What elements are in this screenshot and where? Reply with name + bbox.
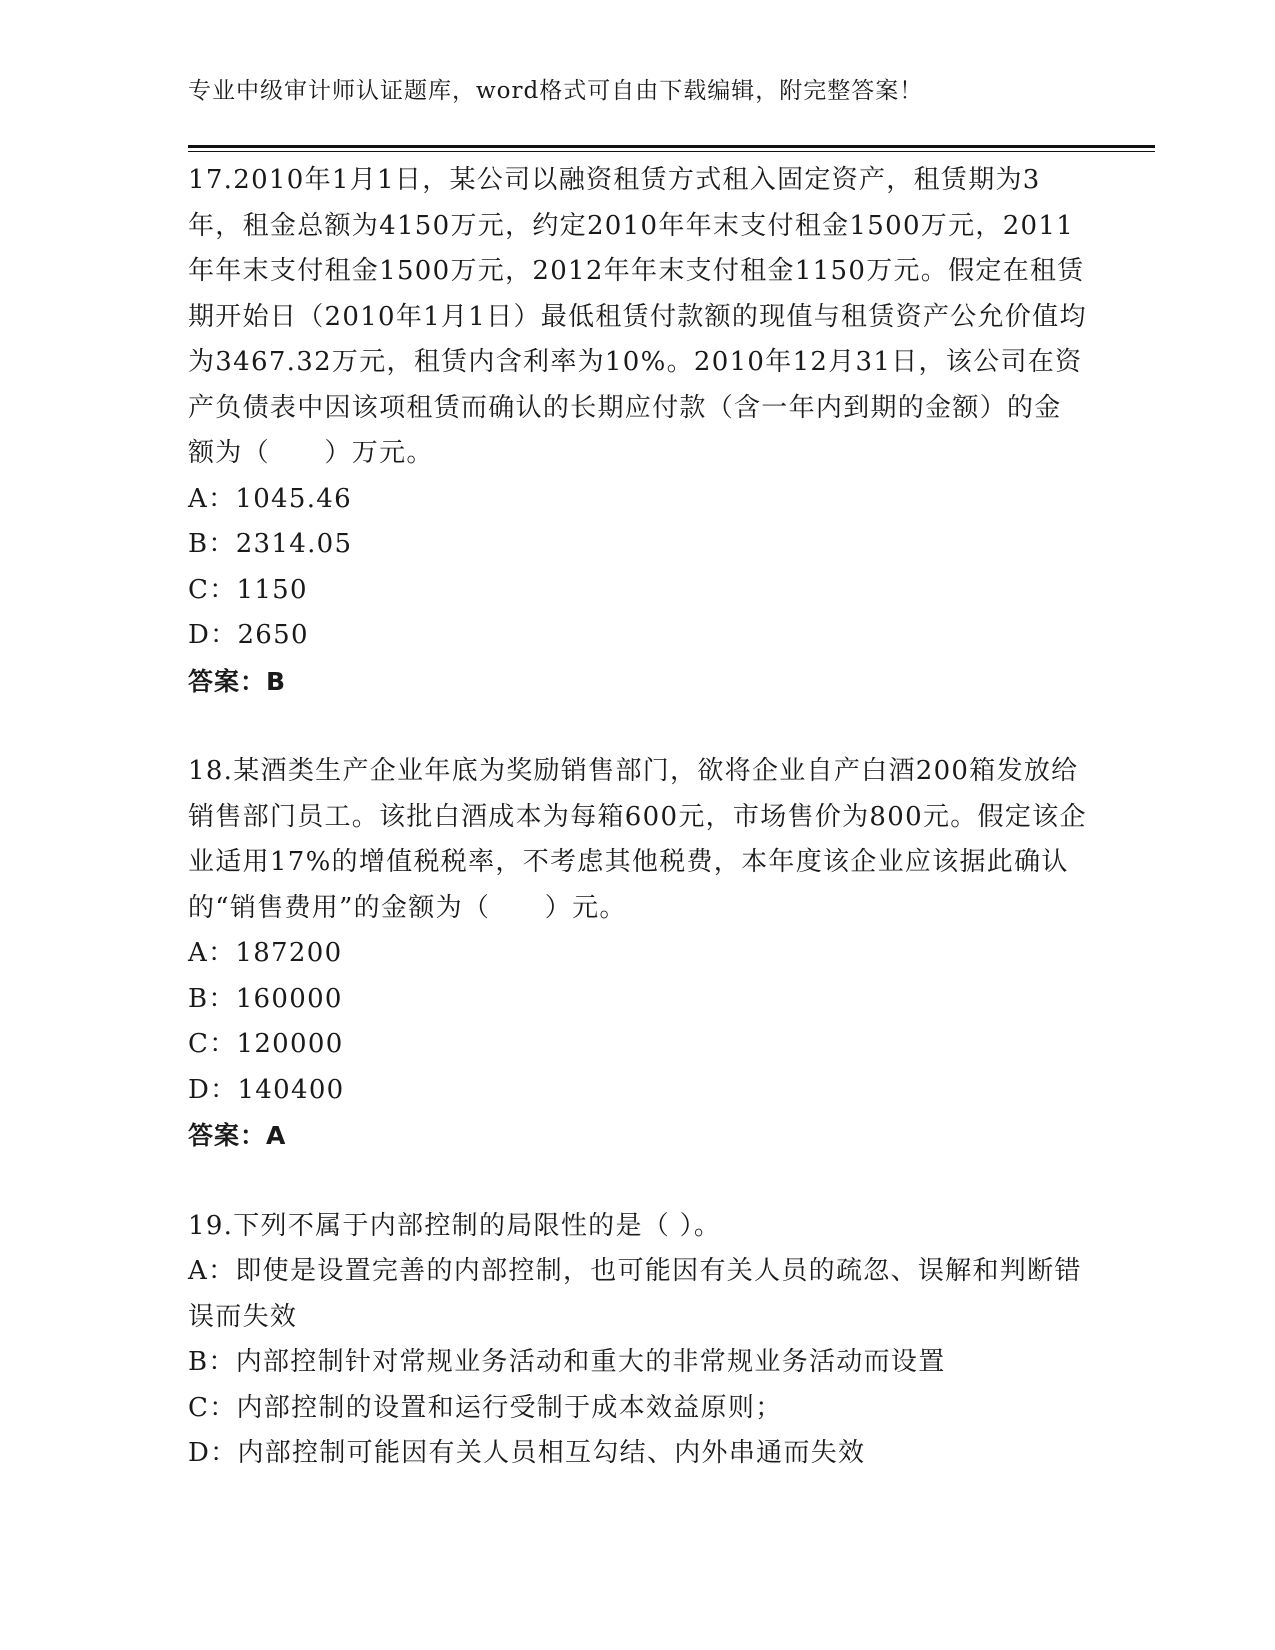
option-a: A：1045.46 — [188, 483, 352, 514]
option-a: A：即使是设置完善的内部控制，也可能因有关人员的疏忽、误解和判断错误而失效 — [188, 1256, 1082, 1332]
spacer — [188, 704, 1088, 749]
answer-label: 答案：A — [188, 1121, 287, 1150]
option-d: D：2650 — [188, 620, 309, 650]
question-17 — [188, 158, 1088, 704]
option-d: D：内部控制可能因有关人员相互勾结、内外串通而失效 — [188, 1438, 866, 1468]
answer-label: 答案：B — [188, 666, 287, 696]
option-a: A：187200 — [188, 938, 343, 968]
page-header: 专业中级审计师认证题库，word格式可自由下载编辑，附完整答案！ — [188, 78, 924, 104]
header-rule-thick — [188, 145, 1155, 148]
question-18 — [188, 749, 1088, 1159]
option-b: B：2314.05 — [188, 529, 353, 559]
header-rule-thin — [188, 151, 1155, 152]
question-19 — [188, 1204, 1088, 1477]
spacer — [188, 1159, 1088, 1204]
question-text: 19.下列不属于内部控制的局限性的是（ ）。 — [188, 1210, 722, 1241]
option-b: B：内部控制针对常规业务活动和重大的非常规业务活动而设置 — [188, 1347, 946, 1377]
option-b: B：160000 — [188, 983, 343, 1014]
question-text: 18.某酒类生产企业年底为奖励销售部门，欲将企业自产白酒200箱发放给销售部门员工。该批白酒成本为每箱600元，市场售价为800元。假定该企业适用17%的增值税税率，不考虑其他税费，本年度该企业应该据此确认的“销售费用”的金额为（ ）元。 — [188, 756, 1087, 923]
option-c: C：120000 — [188, 1029, 344, 1059]
option-c: C：内部控制的设置和运行受制于成本效益原则； — [188, 1392, 783, 1423]
question-text: 17.2010年1月1日，某公司以融资租赁方式租入固定资产，租赁期为3年，租金总额为4150万元，约定2010年年末支付租金1500万元，2011年年末支付租金1500万元，2012年年末支付租金1150万元。假定在租赁期开始日（2010年1月1日）最低租赁付款额的现值与租赁资产公允价值均为3467.32万元，租赁内含利率为10%。2010年12月31日，该公司在资产负债表中因该项租赁而确认的长期应付款（含一年内到期的金额）的金额为（ ）万元。 — [188, 165, 1087, 468]
option-c: C：1150 — [188, 574, 308, 605]
option-d: D：140400 — [188, 1074, 345, 1105]
question-list — [188, 158, 1088, 1477]
